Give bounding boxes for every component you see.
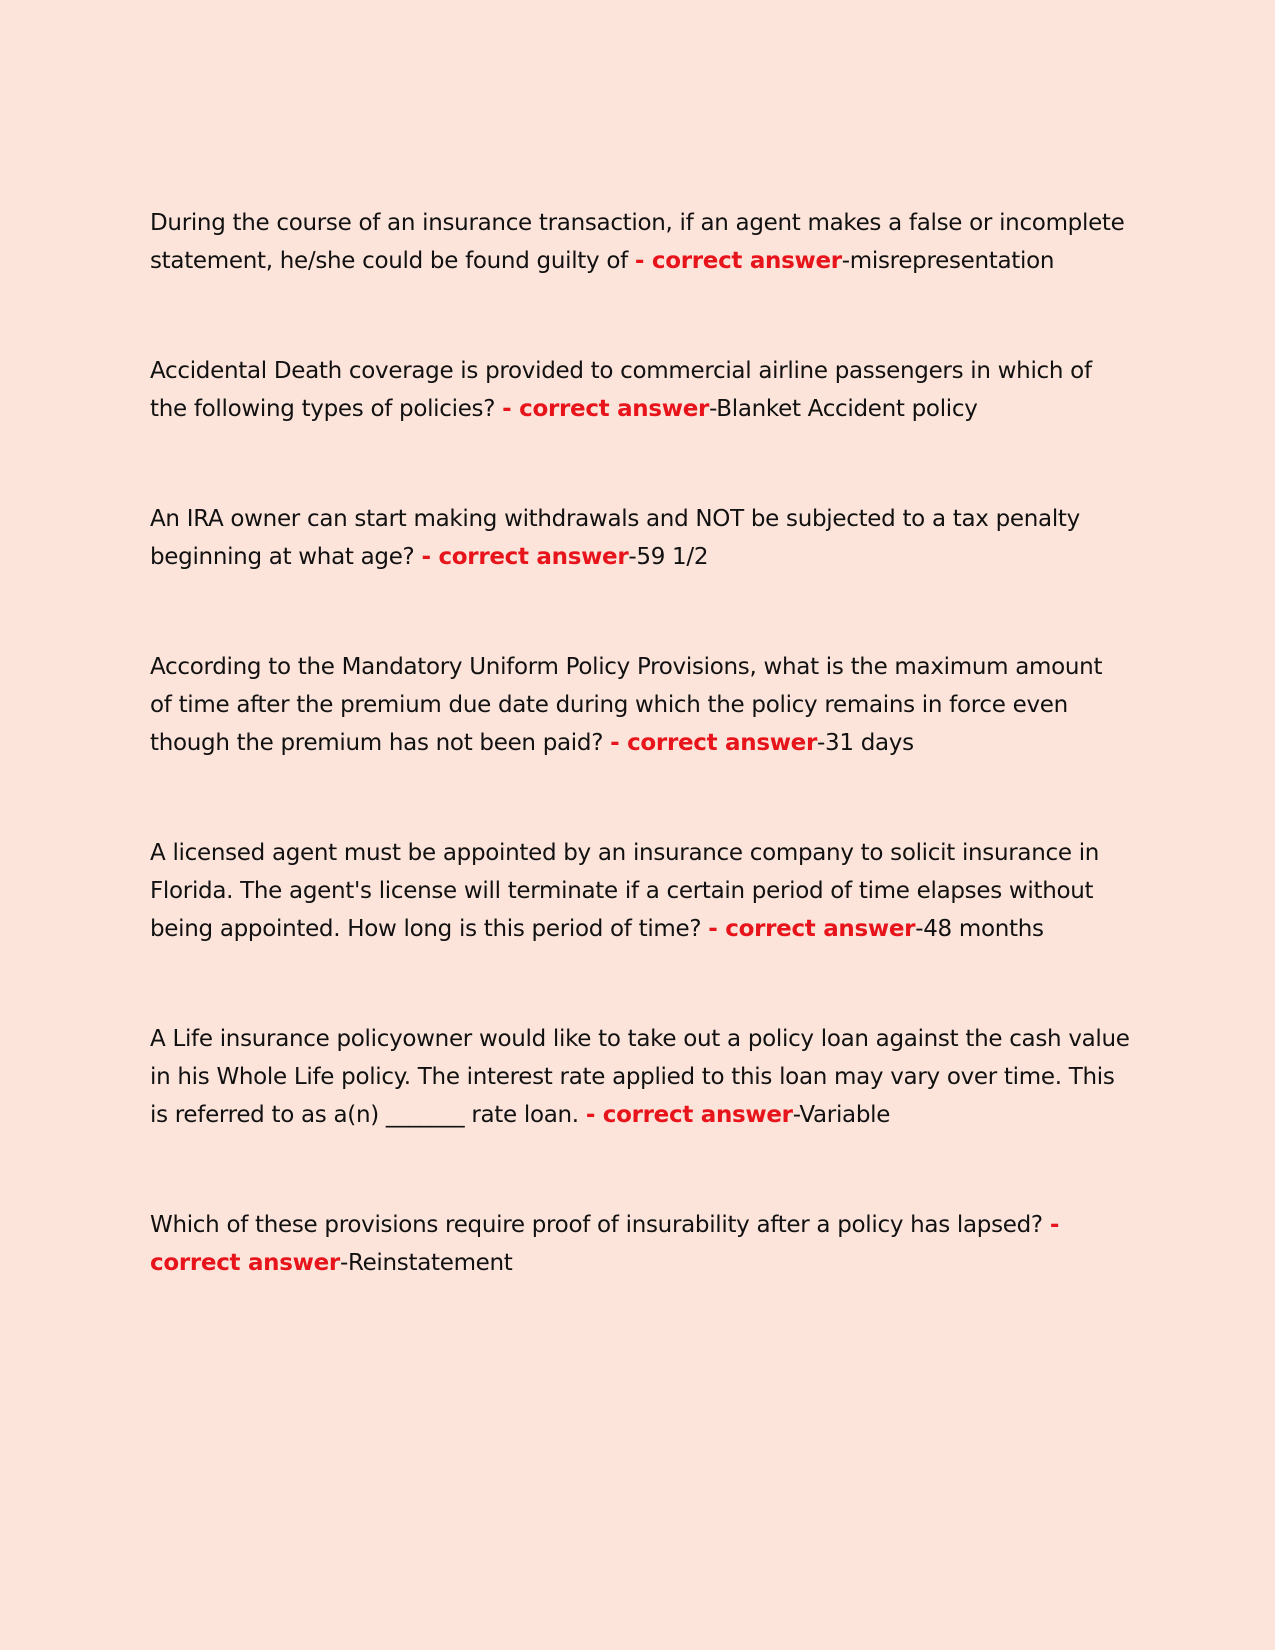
question-text: Accidental Death coverage is provided to commercial airline passengers in which of the following types of policies? bbox=[150, 358, 1092, 422]
qa-item bbox=[150, 352, 1130, 428]
correct-answer-label: - correct answer bbox=[610, 730, 818, 756]
correct-answer-label: - correct answer bbox=[634, 248, 842, 274]
answer-separator: - bbox=[339, 1250, 348, 1276]
answer-separator: - bbox=[709, 396, 717, 422]
answer-text: 59 1/2 bbox=[636, 544, 709, 570]
qa-item bbox=[150, 834, 1130, 948]
answer-separator: - bbox=[792, 1102, 800, 1128]
answer-text: 31 days bbox=[825, 730, 914, 756]
question-text: A licensed agent must be appointed by an insurance company to solicit insurance in Florida. The agent's license will terminate if a certain period of time elapses without being appointed. How long is this period of time? bbox=[150, 840, 1100, 942]
question-text: According to the Mandatory Uniform Policy Provisions, what is the maximum amount of time after the premium due date during which the policy remains in force even though the premium has not been paid? bbox=[150, 654, 1103, 756]
answer-text: misrepresentation bbox=[849, 248, 1055, 274]
correct-answer-label: - correct answer bbox=[585, 1102, 793, 1128]
answer-text: Reinstatement bbox=[347, 1250, 513, 1276]
qa-item bbox=[150, 1020, 1130, 1134]
correct-answer-label: - correct answer bbox=[421, 544, 629, 570]
qa-item bbox=[150, 204, 1130, 280]
correct-answer-label: - correct answer bbox=[502, 396, 710, 422]
document-page bbox=[150, 204, 1130, 1282]
answer-separator: - bbox=[915, 916, 924, 942]
correct-answer-label: - correct answer bbox=[708, 916, 916, 942]
question-text: A Life insurance policyowner would like to take out a policy loan against the cash value in his Whole Life policy. The interest rate applied to this loan may vary over time. This is referred to as a(n) _______ rate loan. bbox=[150, 1026, 1130, 1128]
answer-text: Blanket Accident policy bbox=[716, 396, 978, 422]
question-text: During the course of an insurance transaction, if an agent makes a false or incomplete statement, he/she could be found guilty of bbox=[150, 210, 1125, 274]
question-text: Which of these provisions require proof of insurability after a policy has lapsed? bbox=[150, 1212, 1050, 1238]
question-text: An IRA owner can start making withdrawals and NOT be subjected to a tax penalty beginning at what age? bbox=[150, 506, 1080, 570]
answer-separator: - bbox=[817, 730, 826, 756]
answer-text: 48 months bbox=[923, 916, 1044, 942]
qa-item bbox=[150, 648, 1130, 762]
qa-item bbox=[150, 1206, 1130, 1282]
answer-text: Variable bbox=[799, 1102, 891, 1128]
correct-answer-label: - correct answer bbox=[150, 1212, 1060, 1276]
answer-separator: - bbox=[841, 248, 850, 274]
answer-separator: - bbox=[628, 544, 637, 570]
qa-item bbox=[150, 500, 1130, 576]
